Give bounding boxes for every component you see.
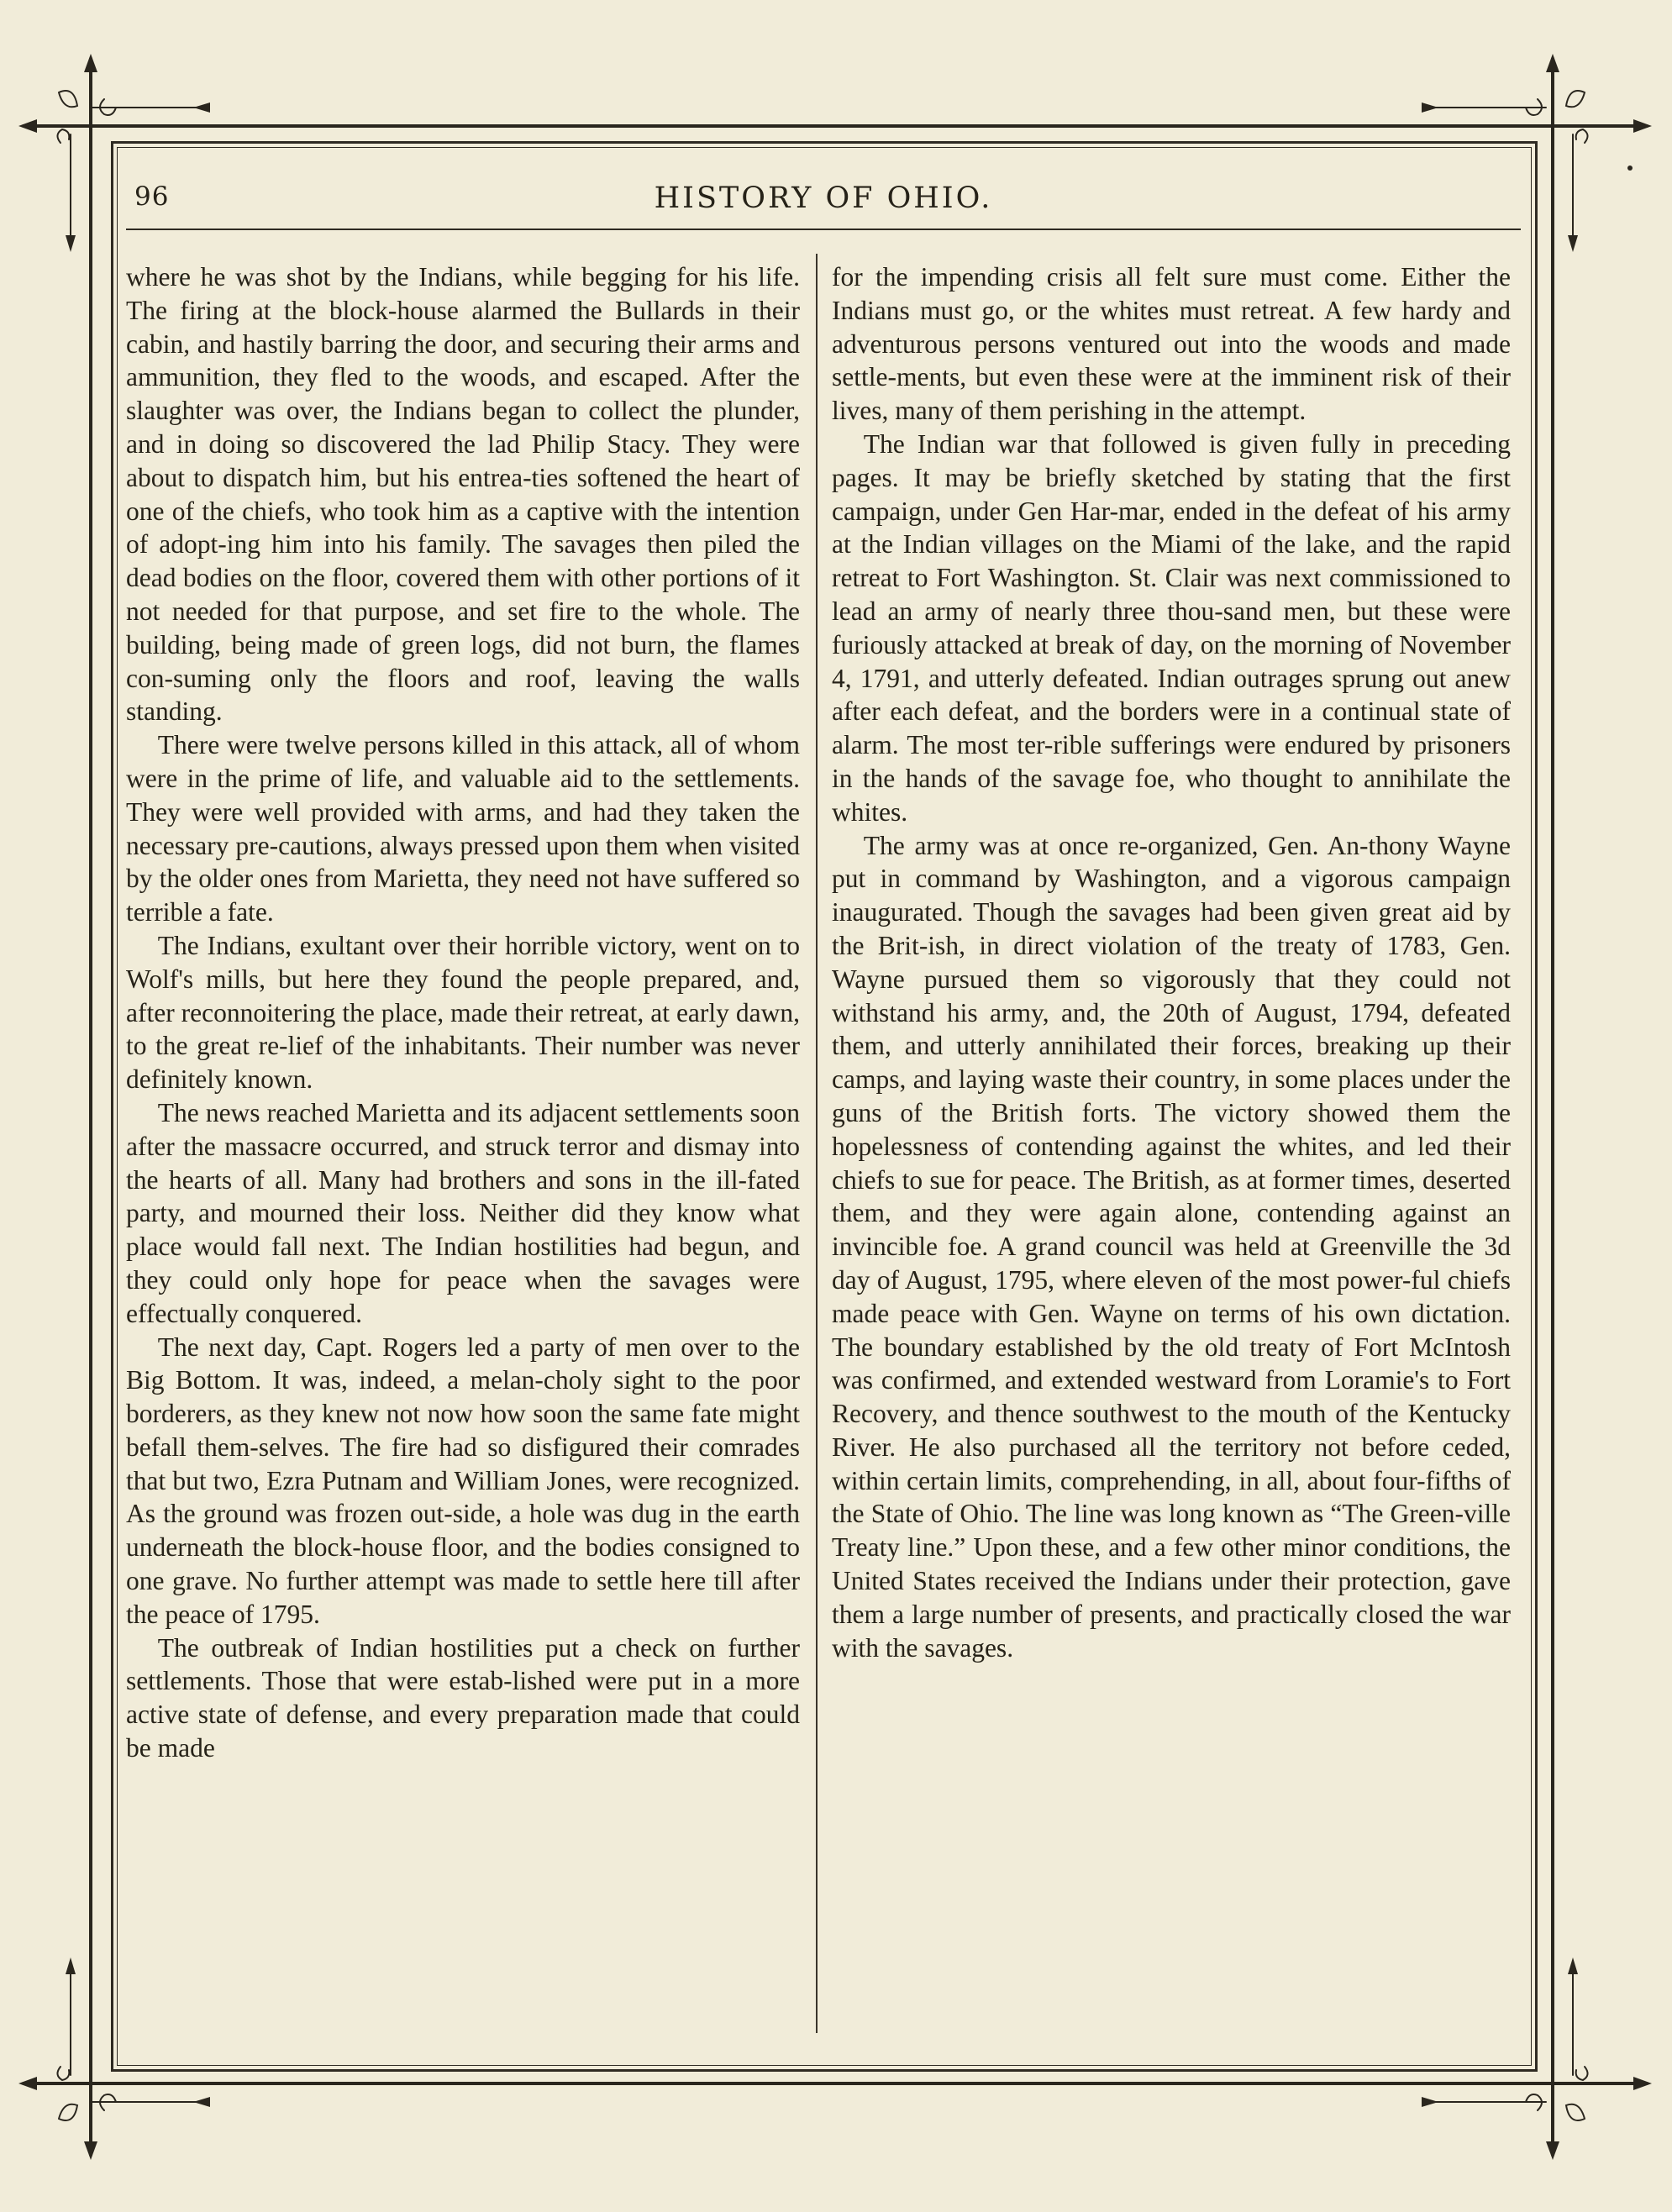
paragraph: for the impending crisis all felt sure must come. Either the Indians must go, or the whites must retreat. A few hardy and adventurous persons ventured out into the woods and made settle-ments, but even these were at the imminent risk of their lives, many of them perishing in the attempt. — [832, 262, 1511, 426]
column-divider — [816, 254, 818, 2033]
page-header — [126, 178, 1521, 230]
paragraph: There were twelve persons killed in this attack, all of whom were in the prime of life, and valuable aid to the settlements. They were well provided with arms, and had they taken the necessary pre-cautions, always pressed upon them when visited by the older ones from Marietta, they need not have suffered so terrible a fate. — [126, 730, 800, 927]
paragraph: The Indians, exultant over their horrible victory, went on to Wolf's mills, but here they found the people prepared, and, after reconnoitering the place, made their retreat, at early dawn, to the great re-lief of the inhabitants. Their number was never definitely known. — [126, 930, 800, 1095]
running-title: HISTORY OF OHIO. — [654, 181, 993, 215]
paragraph: The army was at once re-organized, Gen. An-thony Wayne put in command by Washington, and a vigorous campaign inaugurated. Though the savages had been given great aid by the Brit-ish, in direct violation of the treaty of 1783, Gen. Wayne pursued them so vigorously that they could not withstand his army, and, the 20th of August, 1794, defeated them, and utterly annihilated their forces, breaking up their camps, and laying waste their country, in some places under the guns of the British forts. The victory showed them the hopelessness of contending against the whites, and led their chiefs to sue for peace. The British, as at former times, deserted them, and they were again alone, contending against an invincible foe. A grand council was held at Greenville the 3d day of August, 1795, where eleven of the most power-ful chiefs made peace with Gen. Wayne on terms of his own dictation. The boundary established by the old treaty of Fort McIntosh was confirmed, and extended westward from Loramie's to Fort Recovery, and thence southwest to the mouth of the Kentucky River. He also purchased all the territory not before ceded, within certain limits, comprehending, in all, about four-fifths of the State of Ohio. The line was long known as “The Green-ville Treaty line.” Upon these, and a few other minor conditions, the United States received the Indians under their protection, gave them a large number of presents, and practically closed the war with the savages. — [832, 830, 1511, 1663]
paragraph: where he was shot by the Indians, while begging for his life. The firing at the block-house alarmed the Bullards in their cabin, and hastily barring the door, and securing their arms and ammunition, they fled to the woods, and escaped. After the slaughter was over, the Indians began to collect the plunder, and in doing so discovered the lad Philip Stacy. They were about to dispatch him, but his entrea-ties softened the heart of one of the chiefs, who took him as a captive with the intention of adopt-ing him into his family. The savages then piled the dead bodies on the floor, covered them with other portions of it not needed for that purpose, and set fire to the whole. The building, being made of green logs, did not burn, the flames con-suming only the floors and roof, leaving the walls standing. — [126, 262, 800, 727]
left-column — [126, 260, 800, 1765]
right-column — [832, 260, 1511, 1664]
paragraph: The news reached Marietta and its adjacent settlements soon after the massacre occurred, and struck terror and dismay into the hearts of all. Many had brothers and sons in the ill-fated party, and mourned their loss. Neither did they know what place would fall next. The Indian hostilities had begun, and they could only hope for peace when the savages were effectually conquered. — [126, 1097, 800, 1328]
paragraph: The Indian war that followed is given fully in preceding pages. It may be briefly sketched by stating that the first campaign, under Gen Har-mar, ended in the defeat of his army at the Indian villages on the Miami of the lake, and the rapid retreat to Fort Washington. St. Clair was next commissioned to lead an army of nearly three thou-sand men, but these were furiously attacked at break of day, on the morning of November 4, 1791, and utterly defeated. Indian outrages sprung out anew after each defeat, and the borders were in a continual state of alarm. The most ter-rible sufferings were endured by prisoners in the hands of the savage foe, who thought to annihilate the whites. — [832, 428, 1511, 827]
paragraph: The next day, Capt. Rogers led a party of men over to the Big Bottom. It was, indeed, a melan-choly sight to the poor borderers, as they knew not now how soon the same fate might befall them-selves. The fire had so disfigured their comrades that but two, Ezra Putnam and William Jones, were recognized. As the ground was frozen out-side, a hole was dug in the earth underneath the block-house floor, and the bodies consigned to one grave. No further attempt was made to settle here till after the peace of 1795. — [126, 1332, 800, 1629]
paragraph: The outbreak of Indian hostilities put a check on further settlements. Those that were estab-lished were put in a more active state of defense, and every preparation made that could be made — [126, 1632, 800, 1763]
page-number: 96 — [134, 181, 170, 212]
